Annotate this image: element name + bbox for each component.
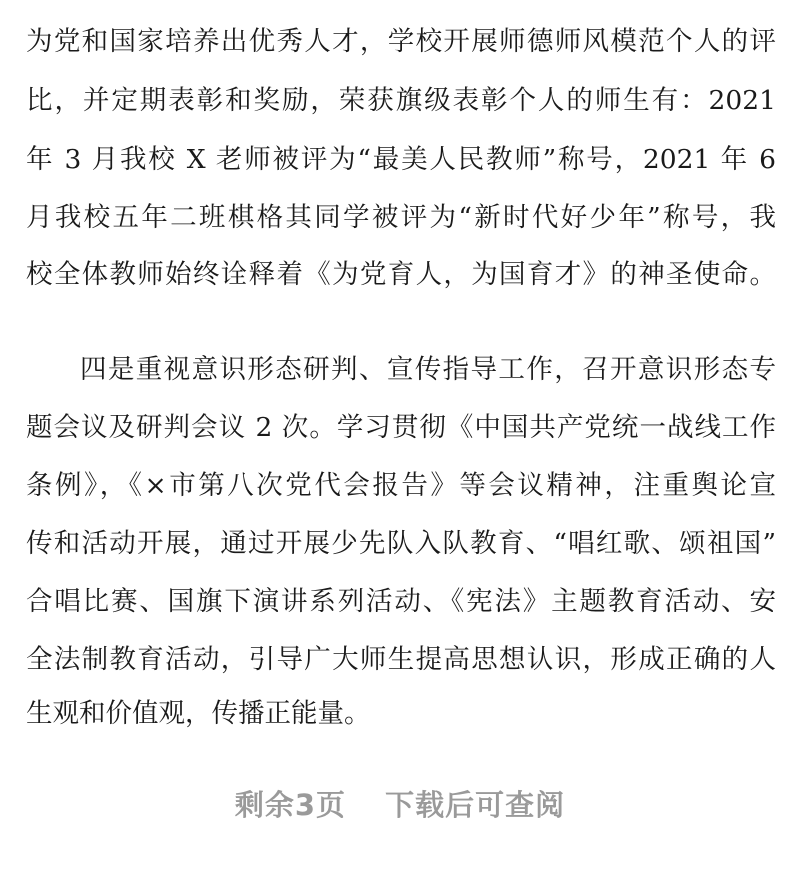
- text-line: 比，并定期表彰和奖励，荣获旗级表彰个人的师生有：2021: [26, 85, 776, 116]
- read-more-banner[interactable]: [0, 783, 800, 824]
- remaining-pages-label: 剩余3页: [234, 788, 347, 822]
- text-line: 条例》，《×市第八次党代会报告》等会议精神，注重舆论宣: [26, 470, 776, 501]
- text-line: 年 3 月我校 X 老师被评为“最美人民教师”称号，2021 年 6: [26, 144, 776, 175]
- text-line: 合唱比赛、国旗下演讲系列活动、《宪法》主题教育活动、安: [26, 586, 776, 617]
- text-line: 全法制教育活动，引导广大师生提高思想认识，形成正确的人: [26, 644, 776, 675]
- text-line: 为党和国家培养出优秀人才，学校开展师德师风模范个人的评: [26, 26, 776, 57]
- text-line: 题会议及研判会议 2 次。学习贯彻《中国共产党统一战线工作: [26, 412, 776, 443]
- text-line: 传和活动开展，通过开展少先队入队教育、“唱红歌、颂祖国”: [26, 528, 776, 559]
- text-line: 月我校五年二班棋格其同学被评为“新时代好少年”称号，我: [26, 202, 776, 233]
- text-line: 四是重视意识形态研判、宣传指导工作，召开意识形态专: [80, 354, 776, 385]
- text-line: 校全体教师始终诠释着《为党育人，为国育才》的神圣使命。: [26, 259, 776, 290]
- text-line: 生观和价值观，传播正能量。: [26, 698, 371, 729]
- download-to-view-link[interactable]: 下载后可查阅: [385, 788, 566, 822]
